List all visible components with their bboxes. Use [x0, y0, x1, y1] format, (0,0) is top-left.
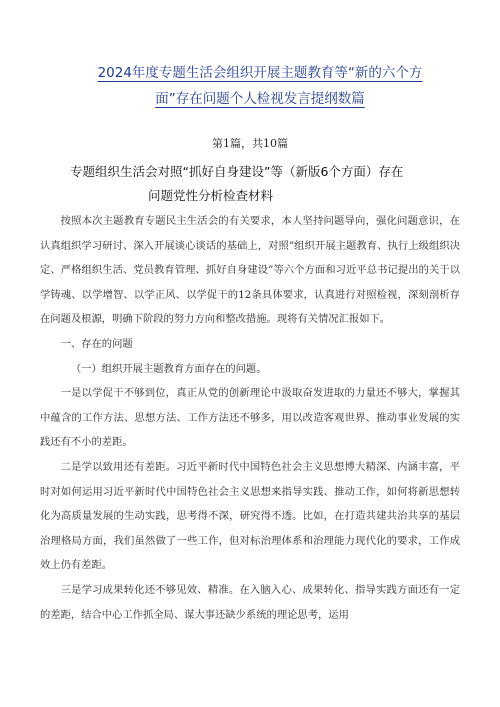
heading-existing-problems: 一、存在的问题 — [60, 337, 133, 350]
section-title-line-2: 问题党性分析检查材料 — [148, 188, 274, 203]
paragraph-point-3: 三是学习成果转化还不够见效、精准。在入脑入心、成果转化、指导实践方面还有一定的差距，结合中心工作抓全局、谋大事还缺少系统的理论思考，运用 — [40, 583, 460, 621]
document-title-line-1: 2024年度专题生活会组织开展主题教育等“新的六个方 — [97, 65, 423, 81]
paragraph-point-2: 二是学以致用还有差距。习近平新时代中国特色社会主义思想博大精深、内涵丰富，平时对如何运用习近平新时代中国特色社会主义思想来指导实践、推动工作，如何将新思想转化为高质量发展的生动实践，思考得不深，研究得不透。比如，在打造共建共治共享的基层治理格局方面，我们虽然做了一些工作，但对标治理体系和治理能力现代化的要求，工作成效上仍有差距。 — [40, 460, 460, 572]
paragraph-point-1: 一是以学促干不够到位，真正从党的创新理论中汲取奋发进取的力量还不够大，掌握其中蕴含的工作方法、思想方法、工作方法还不够多，用以改造客观世界、推动事业发展的实践还有不小的差距。 — [40, 387, 460, 449]
document-title — [60, 60, 460, 112]
document-title-line-2: 面”存在问题个人检视发言提纲数篇 — [155, 91, 365, 107]
section-title-line-1: 专题组织生活会对照“抓好自身建设”等（新版6个方面）存在 — [70, 164, 404, 179]
page-indicator: 第1篇，共10篇 — [212, 137, 288, 150]
section-title — [70, 160, 430, 208]
intro-paragraph: 按照本次主题教育专题民主生活会的有关要求，本人坚持问题导向，强化问题意识，在认真组织学习研讨、深入开展谈心谈话的基础上，对照”组织开展主题教育、执行上级组织决定、严格组织生活、党员教育管理、抓好自身建设”等六个方面和习近平总书记提出的关于以学铸魂、以学增智、以学正风、以学促干的12条具体要求，认真进行对照检视，深刻剖析存在问题及根源，明确下阶段的努力方向和整改措施。现将有关情况汇报如下。 — [40, 215, 460, 326]
subheading-theme-education: （一）组织开展主题教育方面存在的问题。 — [70, 362, 267, 375]
document-body — [40, 209, 460, 627]
